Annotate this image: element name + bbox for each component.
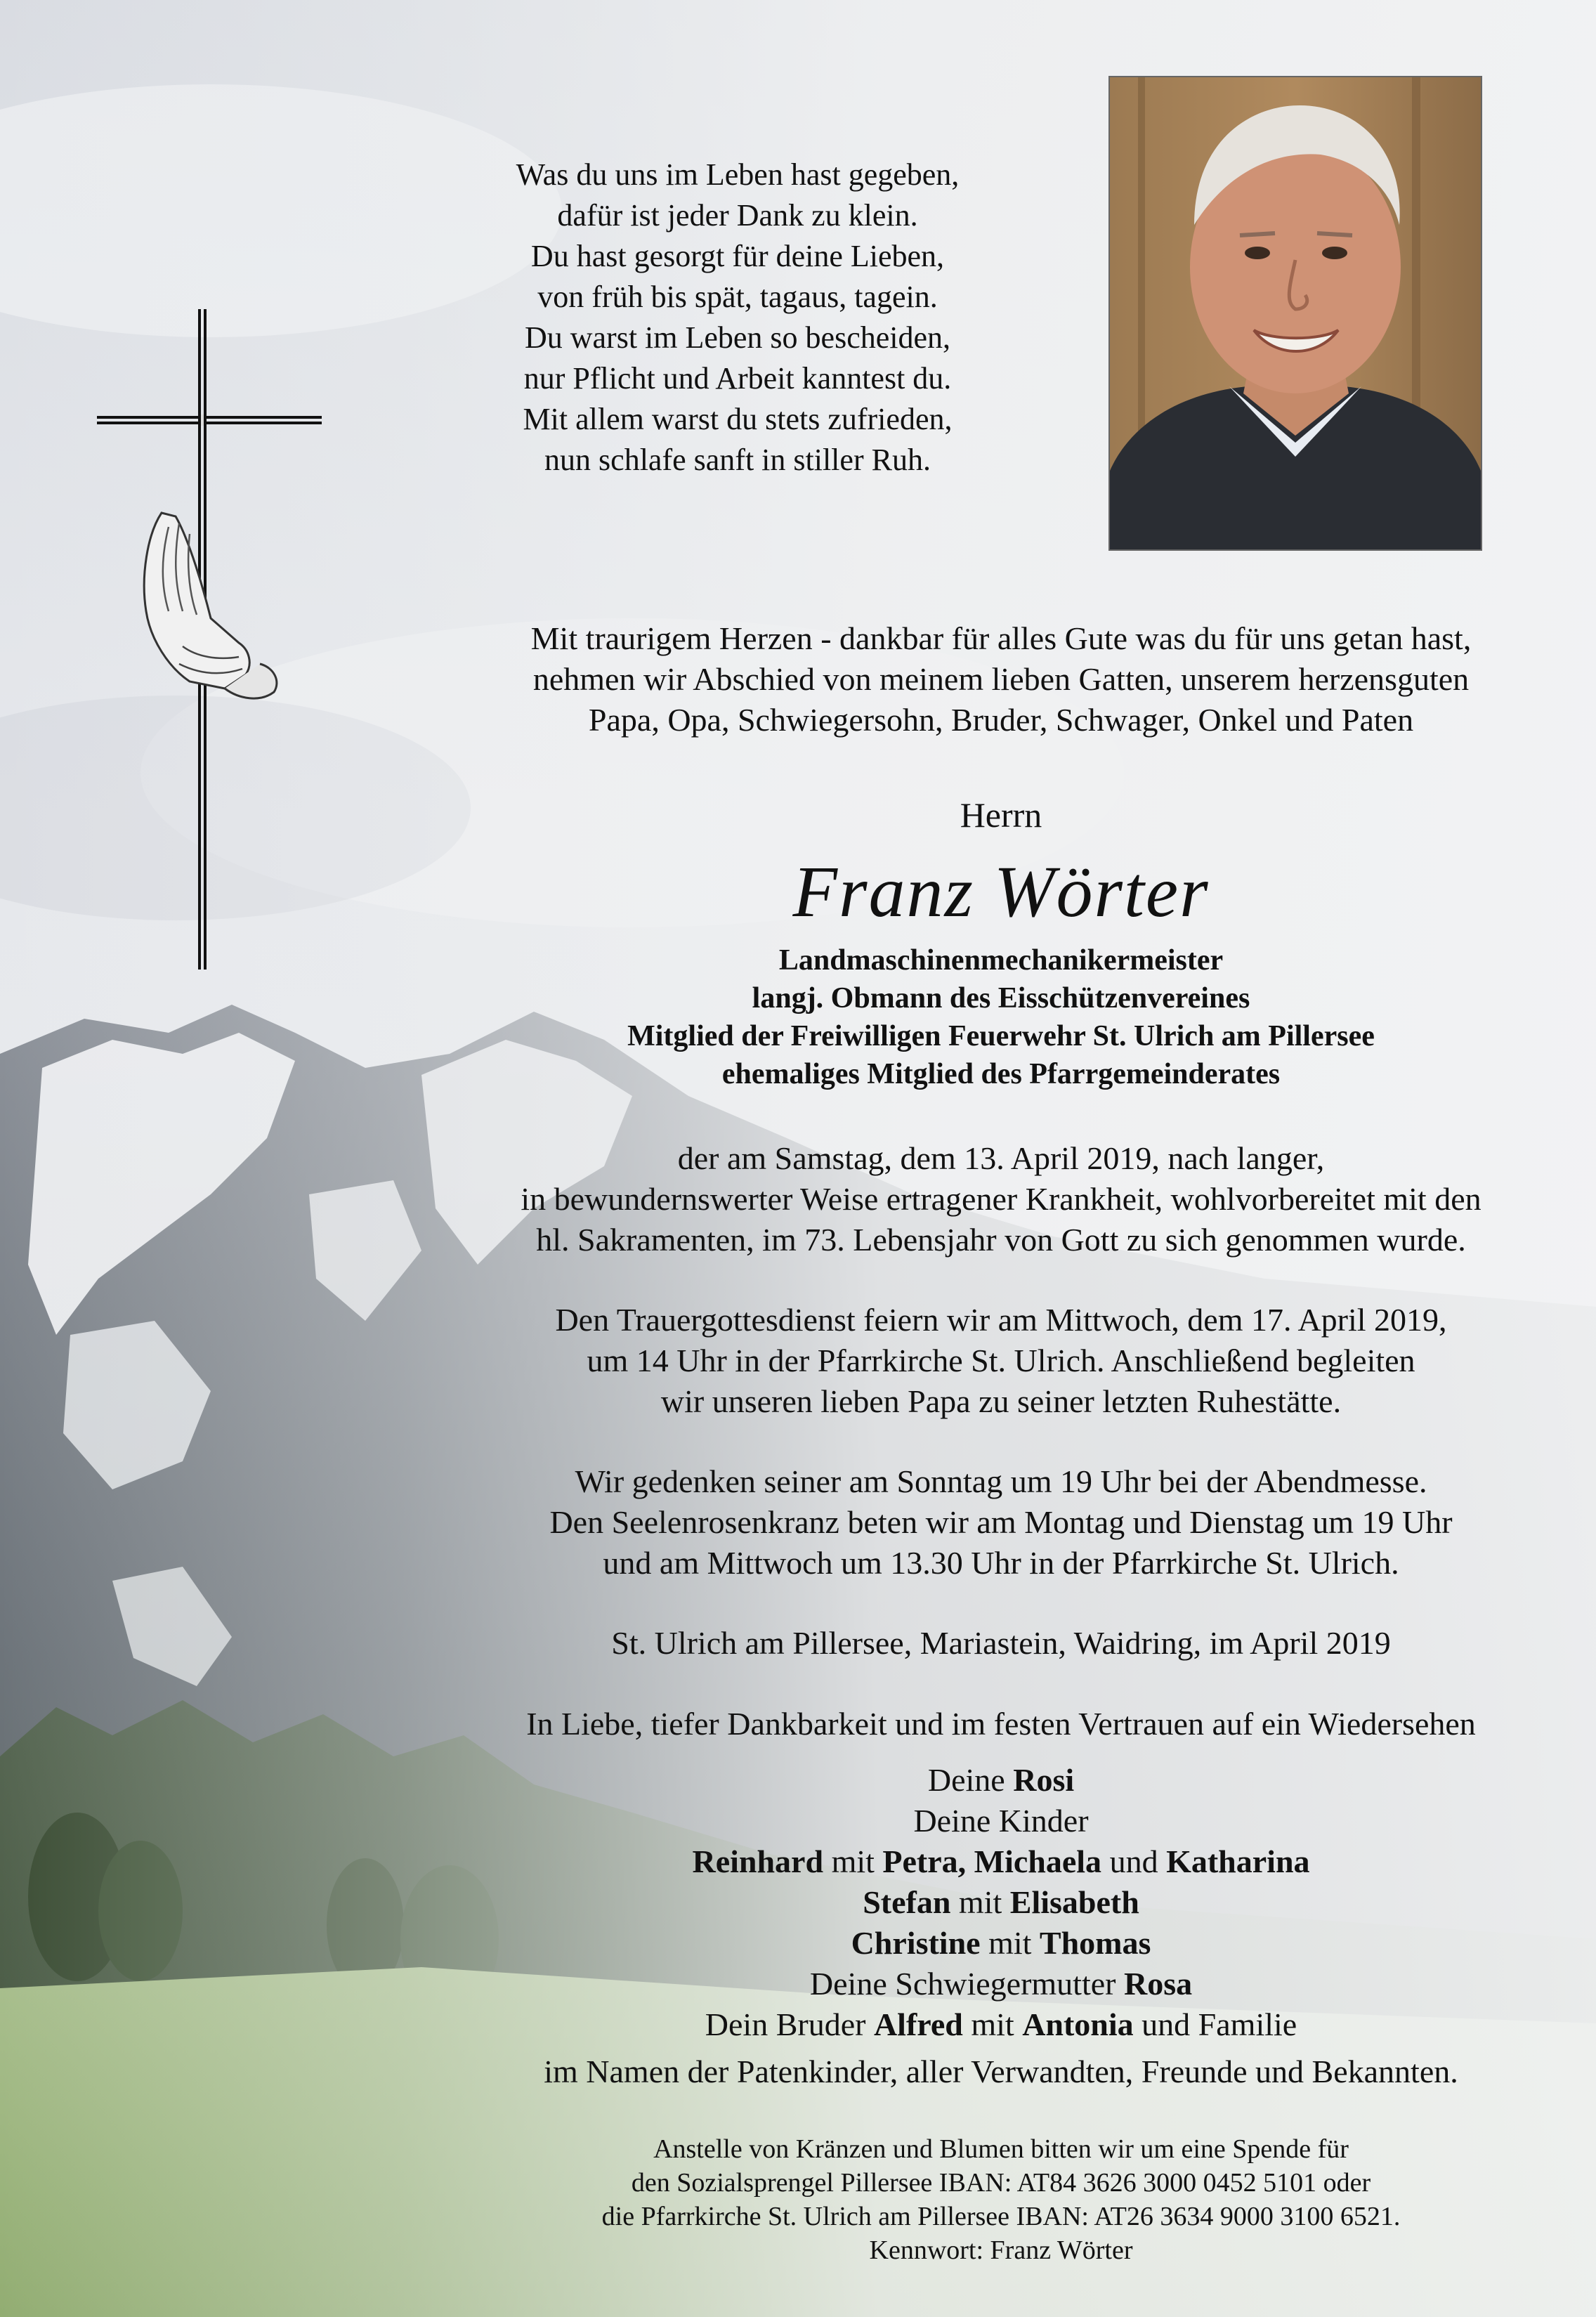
connector: mit (823, 1843, 883, 1879)
mourner-name: Reinhard (692, 1843, 824, 1879)
title-line: Mitglied der Freiwilligen Feuerwehr St. Ulrich am Pillersee (627, 1020, 1375, 1052)
portrait-photo (1108, 76, 1482, 551)
mourner-child (450, 1882, 1552, 1923)
connector: und Familie (1133, 2006, 1297, 2042)
poem-line: von früh bis spät, tagaus, tagein. (537, 280, 938, 314)
poem-line: nun schlafe sanft in stiller Ruh. (544, 443, 931, 477)
on-behalf-line: im Namen der Patenkinder, aller Verwandten, Freunde und Bekannten. (544, 2054, 1458, 2089)
mourner-name: Katharina (1166, 1843, 1310, 1879)
paragraph-line: der am Samstag, dem 13. April 2019, nach langer, (677, 1140, 1325, 1176)
paragraph-line: hl. Sakramenten, im 73. Lebensjahr von Gott zu sich genommen wurde. (536, 1222, 1466, 1258)
paragraph-line: und am Mittwoch um 13.30 Uhr in der Pfarrkirche St. Ulrich. (603, 1545, 1399, 1581)
intro-line: nehmen wir Abschied von meinem lieben Gatten, unserem herzensguten (532, 661, 1470, 697)
poem-line: Mit allem warst du stets zufrieden, (523, 402, 953, 436)
poem-line: Du warst im Leben so bescheiden, (524, 320, 951, 355)
intro-line: Mit traurigem Herzen - dankbar für alles Gute was du für uns getan hast, (530, 620, 1472, 656)
mourner-prefix: Deine (927, 1762, 1014, 1798)
mourner-name: Stefan (863, 1884, 951, 1920)
title-line: Landmaschinenmechanikermeister (778, 944, 1224, 977)
mourner-prefix: Deine Schwiegermutter (809, 1966, 1124, 2002)
mourner-spouse (450, 1760, 1552, 1801)
salutation: Herrn (960, 795, 1042, 835)
connector: mit (980, 1925, 1040, 1961)
connector: und (1101, 1843, 1167, 1879)
mourner-children-heading: Deine Kinder (913, 1803, 1089, 1839)
donation-line: Kennwort: Franz Wörter (869, 2236, 1133, 2265)
title-line: langj. Obmann des Eisschützenvereines (752, 982, 1250, 1014)
funeral-paragraph (450, 1300, 1552, 1422)
place-date: St. Ulrich am Pillersee, Mariastein, Waidring, im April 2019 (611, 1625, 1391, 1661)
mourner-name: Rosi (1013, 1762, 1075, 1798)
mourner-mother-in-law (450, 1964, 1552, 2004)
connector: mit (950, 1884, 1010, 1920)
paragraph-line: in bewundernswerter Weise ertragener Krankheit, wohlvorbereitet mit den (521, 1181, 1481, 1217)
intro-text (450, 618, 1552, 740)
cross-with-praying-hands-icon (91, 309, 330, 977)
memorial-poem (421, 155, 1054, 481)
intro-line: Papa, Opa, Schwiegersohn, Bruder, Schwager, Onkel und Paten (588, 702, 1414, 738)
paragraph-line: Wir gedenken seiner am Sonntag um 19 Uhr bei der Abendmesse. (575, 1463, 1427, 1499)
mourner-name: Elisabeth (1009, 1884, 1139, 1920)
mourner-name: Thomas (1039, 1925, 1151, 1961)
paragraph-line: Den Seelenrosenkranz beten wir am Montag und Dienstag um 19 Uhr (549, 1504, 1453, 1540)
mourner-brother (450, 2004, 1552, 2045)
deceased-name: Franz Wörter (792, 851, 1210, 932)
paragraph-line: Den Trauergottesdienst feiern wir am Mittwoch, dem 17. April 2019, (555, 1302, 1447, 1338)
connector: mit (962, 2006, 1023, 2042)
donation-line: den Sozialsprengel Pillersee IBAN: AT84 3626 3000 0452 5101 oder (631, 2168, 1371, 2198)
poem-line: Was du uns im Leben hast gegeben, (516, 157, 960, 192)
mourner-child (450, 1841, 1552, 1882)
mourner-prefix: Dein Bruder (705, 2006, 874, 2042)
mourner-name: Petra, Michaela (882, 1843, 1102, 1879)
prayer-paragraph (450, 1461, 1552, 1584)
mourner-name: Alfred (873, 2006, 963, 2042)
mourner-name: Rosa (1123, 1966, 1193, 2002)
mourner-name: Christine (851, 1925, 981, 1961)
death-paragraph (450, 1138, 1552, 1260)
deceased-titles (450, 941, 1552, 1093)
donation-note (450, 2132, 1552, 2267)
poem-line: dafür ist jeder Dank zu klein. (557, 198, 918, 233)
title-line: ehemaliges Mitglied des Pfarrgemeinderates (721, 1058, 1281, 1090)
poem-line: Du hast gesorgt für deine Lieben, (530, 239, 945, 273)
paragraph-line: wir unseren lieben Papa zu seiner letzten Ruhestätte. (660, 1383, 1342, 1419)
mourners-list (450, 1760, 1552, 2045)
mourner-name: Antonia (1022, 2006, 1134, 2042)
donation-line: Anstelle von Kränzen und Blumen bitten wir um eine Spende für (653, 2134, 1349, 2164)
poem-line: nur Pflicht und Arbeit kanntest du. (523, 361, 952, 396)
donation-line: die Pfarrkirche St. Ulrich am Pillersee IBAN: AT26 3634 9000 3100 6521. (601, 2202, 1401, 2231)
mourner-child (450, 1923, 1552, 1964)
closing-line: In Liebe, tiefer Dankbarkeit und im festen Vertrauen auf ein Wiedersehen (526, 1706, 1476, 1742)
paragraph-line: um 14 Uhr in der Pfarrkirche St. Ulrich. Anschließend begleiten (587, 1343, 1415, 1378)
